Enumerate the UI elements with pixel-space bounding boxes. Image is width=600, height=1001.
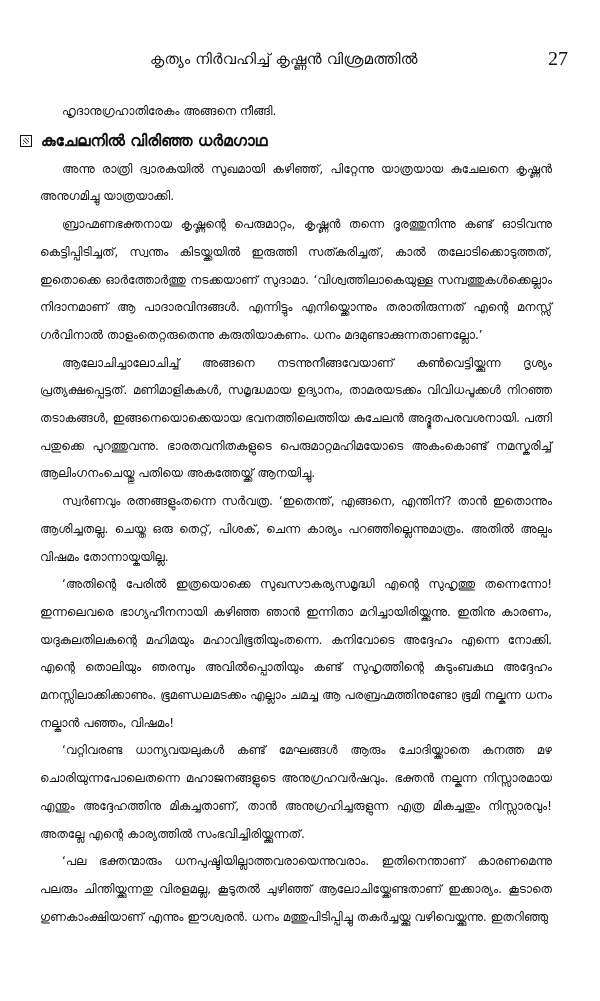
running-header: കൃത്യം നിർവഹിച്ച് കൃഷ്ണൻ വിശ്രമത്തിൽ bbox=[150, 50, 418, 68]
section-heading bbox=[20, 126, 552, 156]
paragraph: അന്നു രാത്രി ദ്വാരകയിൽ സുഖമായി കഴിഞ്ഞ്, പിറ്റേന്നു യാത്രയായ കുചേലനെ കൃഷ്ണൻ അനുഗമിച്ചു യാത്രയാക്കി. bbox=[40, 161, 552, 204]
paragraph: ആലോചിച്ചാലോചിച്ച് അങ്ങനെ നടന്നുനീങ്ങവേയാണ് കൺവെട്ടിയ്ക്കുന്ന ദൃശ്യം പ്രത്യക്ഷപ്പെട്ടത്. മണിമാളികകൾ, സമൃദ്ധമായ ഉദ്യാനം, താമരയടക്കം വിവിധപൂക്കൾ നിറഞ്ഞ തടാകങ്ങൾ, ഇങ്ങനെയൊക്കെയായ ഭവനത്തിലെത്തിയ കുചേലൻ അദ്ഭുതപരവശനായി. പത്നി പതുക്കെ പുറത്തുവന്നു. ഭാരതവനിതകളുടെ പെരുമാറ്റമഹിമയോടെ അകംകൊണ്ട് നമസ്കരിച്ച് ആലിംഗനംചെയ്തു പതിയെ അകത്തേയ്ക്ക് ആനയിച്ചു. bbox=[40, 355, 552, 481]
paragraph: സ്വർണവും രത്നങ്ങളുംതന്നെ സർവത്ര. ‘ഇതെന്ത്, എങ്ങനെ, എന്തിന്? താൻ ഇതൊന്നും ആശിച്ചതല്ല. ചെയ്ത ഒരു തെറ്റ്, പിശക്, ചെന്ന കാര്യം പറഞ്ഞില്ലെന്നുമാത്രം. അതിൽ അല്പം വിഷമം തോന്നായ്കയില്ല. bbox=[40, 494, 552, 564]
heading-bullet-icon bbox=[20, 135, 32, 147]
page-number: 27 bbox=[548, 48, 568, 70]
page-content bbox=[40, 98, 552, 931]
paragraph: ‘പല ഭക്തന്മാരും ധനപുഷ്ടിയില്ലാത്തവരായെന്നുവരാം. ഇതിനെന്താണ് കാരണമെന്നു പലരും ചിന്തിയ്ക്കുന്നതു വിരളമല്ല, കൂടുതൽ ചുഴിഞ്ഞ് ആലോചിയ്ക്കേണ്ടതാണ് ഇക്കാര്യം. കൂടാതെ ഗുണകാംക്ഷിയാണ് എന്നും ഈശ്വരൻ. ധനം മത്തുപിടിപ്പിച്ചു തകർച്ചയ്ക്കു വഴിവെയ്ക്കുന്നു. ഇതറിഞ്ഞു bbox=[40, 854, 552, 924]
section-heading-text: കുചേലനിൽ വിരിഞ്ഞ ധർമഗാഥ bbox=[41, 131, 268, 150]
paragraph: ‘അതിന്റെ പേരിൽ ഇത്രയൊക്കെ സുഖസൗകര്യസമൃദ്ധി എന്റെ സുഹൃത്തു തന്നെന്നോ! ഇന്നലെവരെ ഭാഗ്യഹീനനായി കഴിഞ്ഞ ഞാൻ ഇന്നിതാ മറിച്ചായിരിയ്ക്കുന്നു. ഇതിനു കാരണം, യദുകുലതിലകന്റെ മഹിമയും മഹാവിഭൂതിയുംതന്നെ. കനിവോടെ അദ്ദേഹം എന്നെ നോക്കി. എന്റെ തൊലിയും ഞരമ്പും അവിൽപ്പൊതിയും കണ്ട് സുഹൃത്തിന്റെ കുടുംബകഥ അദ്ദേഹം മനസ്സിലാക്കിക്കാണും. ഭൂമണ്ഡലമടക്കം എല്ലാം ചമച്ച ആ പരബ്രഹ്മത്തിനുണ്ടോ ഭൂമി നല്കുന്ന ധനം നല്കാൻ പഞ്ഞം, വിഷമം! bbox=[40, 577, 552, 730]
continued-line: ഹൃദാനുഗ്രഹാതിരേകം അങ്ങനെ നീങ്ങി. bbox=[62, 104, 277, 118]
paragraph: ബ്രാഹ്മണഭക്തനായ കൃഷ്ണന്റെ പെരുമാറ്റം, കൃഷ്ണൻ തന്നെ ദൂരത്തുനിന്നു കണ്ട് ഓടിവന്നു കെട്ടിപ്പിടിച്ചത്, സ്വന്തം കിടയ്ക്കയിൽ ഇരുത്തി സത്കരിച്ചത്, കാൽ തലോടിക്കൊടുത്തത്, ഇതൊക്കെ ഓർത്തോർത്തു നടക്കയാണ് സുദാമാ. ‘വിശ്വത്തിലാകെയുള്ള സമ്പത്തുകൾക്കെല്ലാം നിദാനമാണ് ആ പാദാരവിന്ദങ്ങൾ. എന്നിട്ടും എനിയ്ക്കൊന്നും തരാതിരുന്നത് എന്റെ മനസ്സ് ഗർവിനാൽ താളംതെറ്റരുതെന്നു കരുതിയാകണം. ധനം മദമുണ്ടാക്കുന്നതാണല്ലോ.’ bbox=[40, 217, 552, 342]
paragraph: ‘വറ്റിവരണ്ട ധാന്യവയലുകൾ കണ്ട് മേഘങ്ങൾ ആരും ചോദിയ്ക്കാതെ കനത്ത മഴ ചൊരിയുന്നപോലെതന്നെ മഹാജനങ്ങളുടെ അനുഗ്രഹവർഷവും. ഭക്തൻ നല്കുന്ന നിസ്സാരമായ എന്തും അദ്ദേഹത്തിനു മികച്ചതാണ്, താൻ അനുഗ്രഹിച്ചരുളുന്ന എത്ര മികച്ചതും നിസ്സാരവും! അതല്ലേ എന്റെ കാര്യത്തിൽ സംഭവിച്ചിരിയ്ക്കുന്നത്. bbox=[40, 743, 552, 841]
